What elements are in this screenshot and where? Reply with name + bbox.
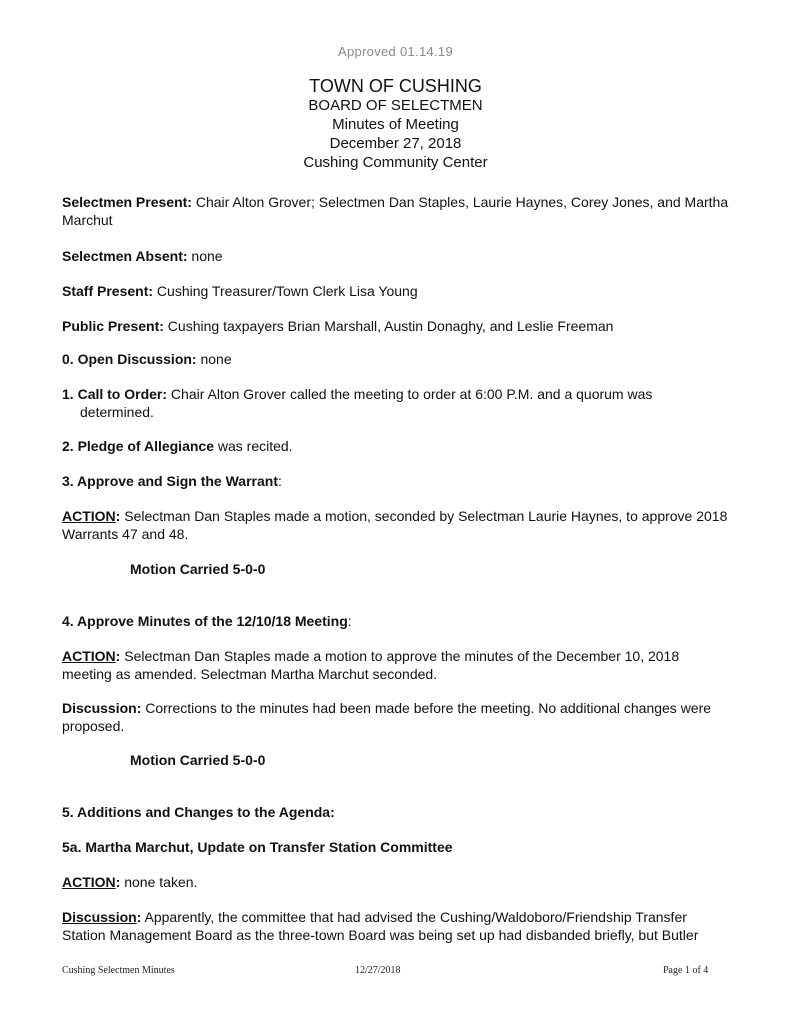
public-present: [62, 317, 732, 335]
document-header: [0, 76, 791, 172]
action-label: ACTION: [62, 648, 116, 664]
item-5a-discussion: [62, 908, 732, 944]
staff-present-label: Staff Present:: [62, 283, 154, 299]
open-discussion: [62, 350, 732, 368]
footer-date: 12/27/2018: [355, 965, 401, 976]
minutes-action-text: Selectman Dan Staples made a motion to approve the minutes of the December 10, 2018 meeting as amended. Selectman Martha Marchut seconded.: [62, 648, 680, 682]
staff-present: [62, 282, 732, 300]
action-colon: :: [115, 508, 121, 524]
warrant-motion-carried: [130, 560, 791, 578]
additions-heading: [62, 803, 732, 821]
footer-page-number: Page 1 of 4: [663, 965, 709, 976]
open-discussion-text: none: [196, 351, 232, 367]
item-5a-action: [62, 873, 732, 891]
meeting-location: Cushing Community Center: [303, 154, 488, 171]
item-5a-discussion-text: Apparently, the committee that had advised the Cushing/Waldoboro/Friendship Transfer Station Management Board as the three-town Board was being set up had disbanded briefly, but Butler: [62, 909, 699, 943]
call-to-order: [62, 385, 732, 403]
minutes-discussion-text: Corrections to the minutes had been made before the meeting. No additional changes were proposed.: [62, 700, 712, 734]
minutes-action: [62, 647, 732, 683]
action-label: ACTION: [62, 508, 116, 524]
warrant-action: [62, 507, 732, 543]
warrant-heading-label: 3. Approve and Sign the Warrant: [62, 473, 278, 489]
town-title: TOWN OF CUSHING: [309, 76, 482, 96]
call-to-order-number: 1.: [62, 386, 78, 402]
minutes-heading-label: 4. Approve Minutes of the 12/10/18 Meeting: [62, 613, 348, 629]
selectmen-absent-label: Selectmen Absent:: [62, 248, 188, 264]
meeting-date: December 27, 2018: [329, 135, 462, 152]
warrant-heading-colon: :: [278, 473, 282, 489]
warrant-heading: [62, 472, 732, 490]
minutes-motion-carried: [130, 751, 791, 769]
call-to-order-text: Chair Alton Grover called the meeting to order at 6:00 P.M. and a quorum was: [167, 386, 653, 402]
discussion-label: Discussion:: [62, 700, 142, 716]
call-to-order-label: Call to Order:: [77, 386, 168, 402]
pledge-of-allegiance: [62, 437, 732, 455]
selectmen-absent: [62, 247, 732, 265]
action-label: ACTION: [62, 874, 116, 890]
action-colon: :: [115, 874, 121, 890]
board-title: BOARD OF SELECTMEN: [308, 97, 483, 114]
selectmen-present: [62, 193, 732, 229]
approval-stamp: Approved 01.14.19: [338, 44, 453, 59]
selectmen-present-text: Chair Alton Grover; Selectmen Dan Staples, Laurie Haynes, Corey Jones, and Martha Marchut: [62, 194, 729, 228]
call-to-order-continued: determined.: [80, 404, 154, 420]
motion-carried-text: Motion Carried 5-0-0: [130, 752, 266, 768]
selectmen-present-label: Selectmen Present:: [62, 194, 192, 210]
minutes-discussion: [62, 699, 732, 735]
pledge-label: Pledge of Allegiance: [77, 438, 214, 454]
open-discussion-label: 0. Open Discussion:: [62, 351, 197, 367]
warrant-action-text: Selectman Dan Staples made a motion, seconded by Selectman Laurie Haynes, to approve 2018 Warrants 47 and 48.: [62, 508, 728, 542]
selectmen-absent-text: none: [187, 248, 223, 264]
discussion-colon: :: [136, 909, 142, 925]
pledge-text: was recited.: [213, 438, 293, 454]
motion-carried-text: Motion Carried 5-0-0: [130, 561, 266, 577]
public-present-label: Public Present:: [62, 318, 164, 334]
minutes-title: Minutes of Meeting: [332, 116, 459, 133]
item-5a-heading: [62, 838, 732, 856]
public-present-text: Cushing taxpayers Brian Marshall, Austin Donaghy, and Leslie Freeman: [163, 318, 614, 334]
staff-present-text: Cushing Treasurer/Town Clerk Lisa Young: [153, 283, 418, 299]
footer-left: Cushing Selectmen Minutes: [62, 965, 175, 976]
discussion-label: Discussion: [62, 909, 137, 925]
minutes-heading-colon: :: [347, 613, 352, 629]
item-5a-label: 5a. Martha Marchut, Update on Transfer Station Committee: [62, 839, 453, 855]
item-5a-action-text: none taken.: [120, 874, 198, 890]
pledge-number: 2.: [62, 438, 78, 454]
minutes-heading: [62, 612, 732, 630]
action-colon: :: [115, 648, 121, 664]
additions-heading-label: 5. Additions and Changes to the Agenda:: [62, 804, 335, 820]
